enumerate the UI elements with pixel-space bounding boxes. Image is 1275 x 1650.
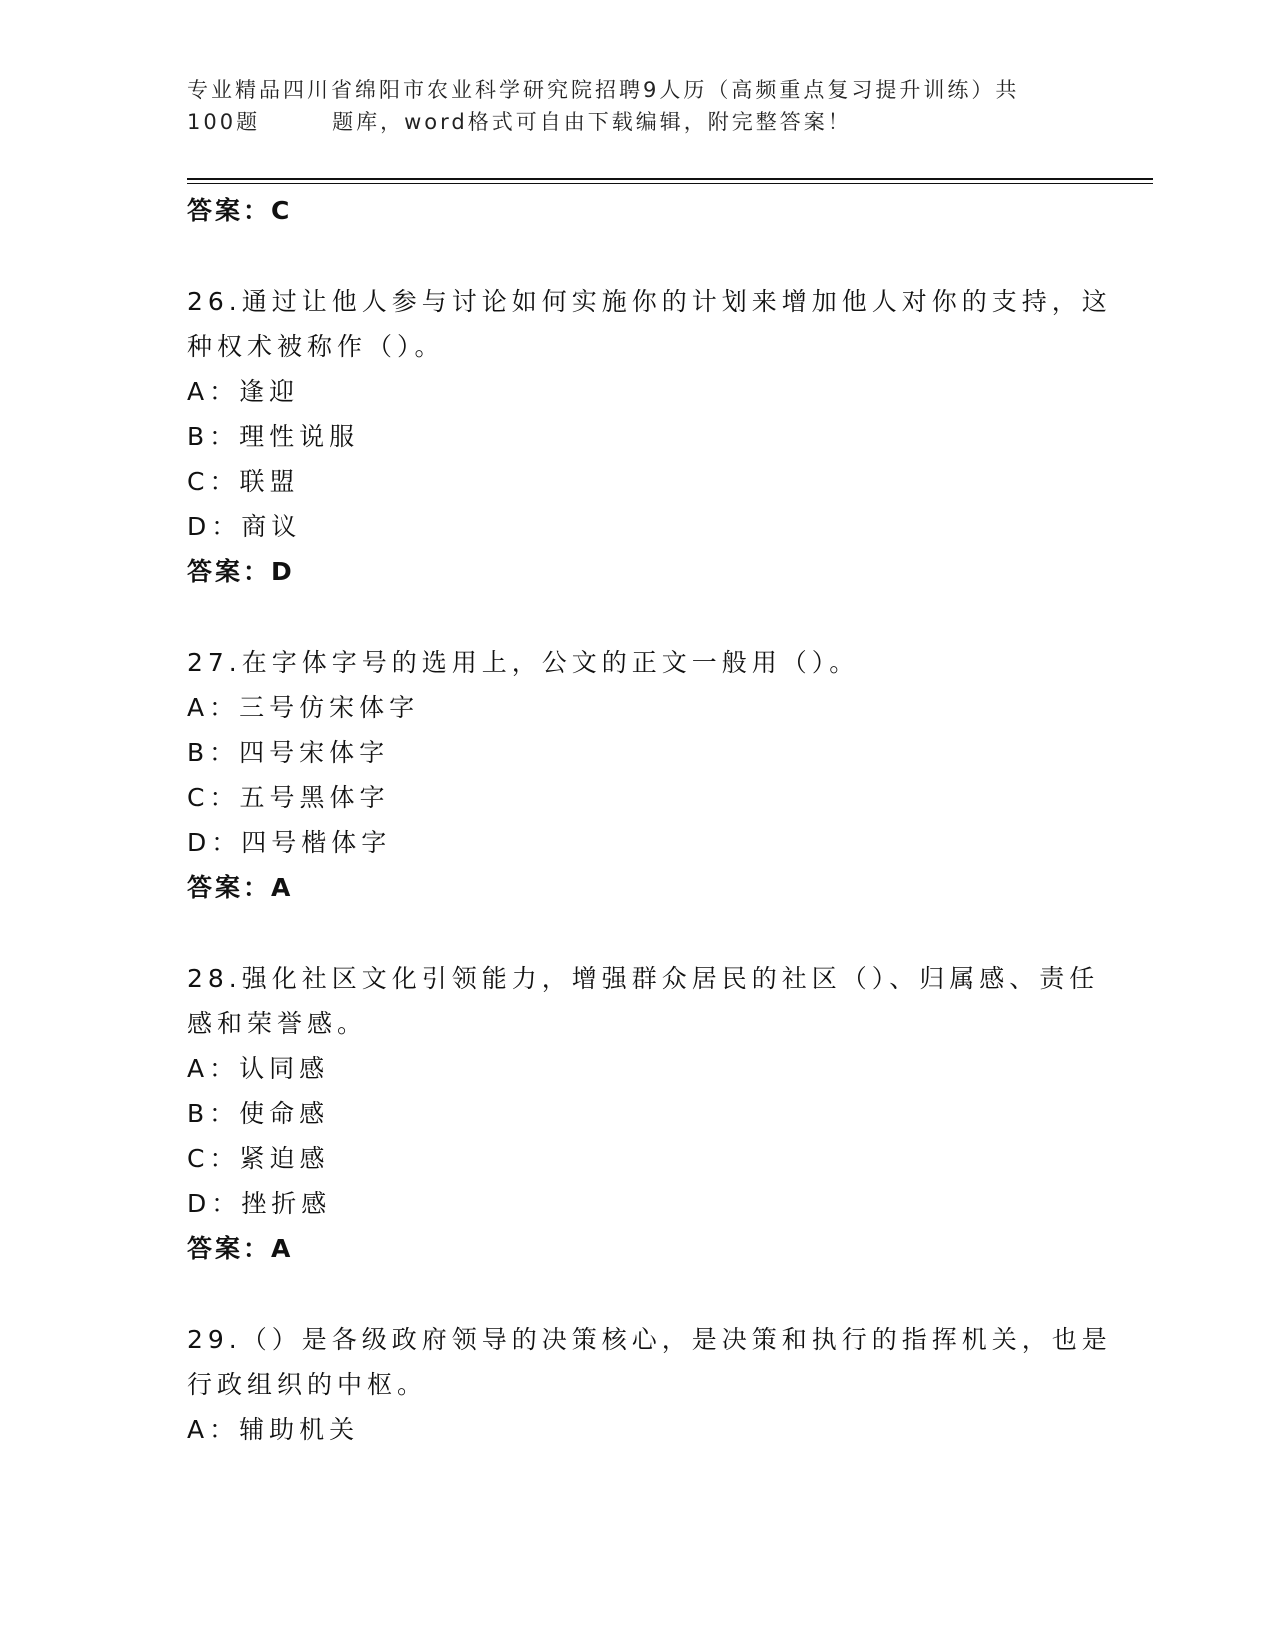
question-28 [187,956,1100,1271]
option-a: A：逢迎 [187,377,300,406]
question-27 [187,640,1087,910]
question-stem-continued: 行政组织的中枢。 [187,1370,428,1399]
question-stem-continued: 感和荣誉感。 [187,1009,368,1038]
option-a: A：辅助机关 [187,1415,360,1444]
question-stem: 27.在字体字号的选用上，公文的正文一般用（）。 [187,648,860,677]
option-a: A：三号仿宋体字 [187,693,420,722]
answer: 答案：D [187,557,295,586]
page-header [187,74,1067,138]
question-stem: 28.强化社区文化引领能力，增强群众居民的社区（）、归属感、责任 [187,964,1100,993]
option-d: D：四号楷体字 [187,828,392,857]
question-list [187,188,1112,1452]
option-b: B：使命感 [187,1099,330,1128]
header-title-line: 专业精品四川省绵阳市农业科学研究院招聘9人历（高频重点复习提升训练）共 [187,78,1020,102]
option-c: C：五号黑体字 [187,783,390,812]
header-description: 题库，word格式可自由下载编辑，附完整答案！ [332,110,852,134]
option-c: C：紧迫感 [187,1144,330,1173]
option-c: C：联盟 [187,467,300,496]
question-29 [187,1317,1112,1452]
header-subtitle-line [187,106,1067,138]
answer: 答案：A [187,1234,294,1263]
option-a: A：认同感 [187,1054,330,1083]
option-b: B：理性说服 [187,422,360,451]
option-b: B：四号宋体字 [187,738,390,767]
header-divider-thin [187,183,1153,184]
header-question-count: 100题 [187,110,261,134]
question-stem: 29.（）是各级政府领导的决策核心，是决策和执行的指挥机关，也是 [187,1325,1112,1354]
question-26 [187,279,1112,594]
answer: 答案：A [187,873,294,902]
question-stem-continued: 种权术被称作（）。 [187,332,445,361]
option-d: D：挫折感 [187,1189,332,1218]
previous-answer: 答案：C [187,196,293,225]
header-divider-thick [187,178,1153,180]
option-d: D：商议 [187,512,302,541]
question-stem: 26.通过让他人参与讨论如何实施你的计划来增加他人对你的支持，这 [187,287,1112,316]
